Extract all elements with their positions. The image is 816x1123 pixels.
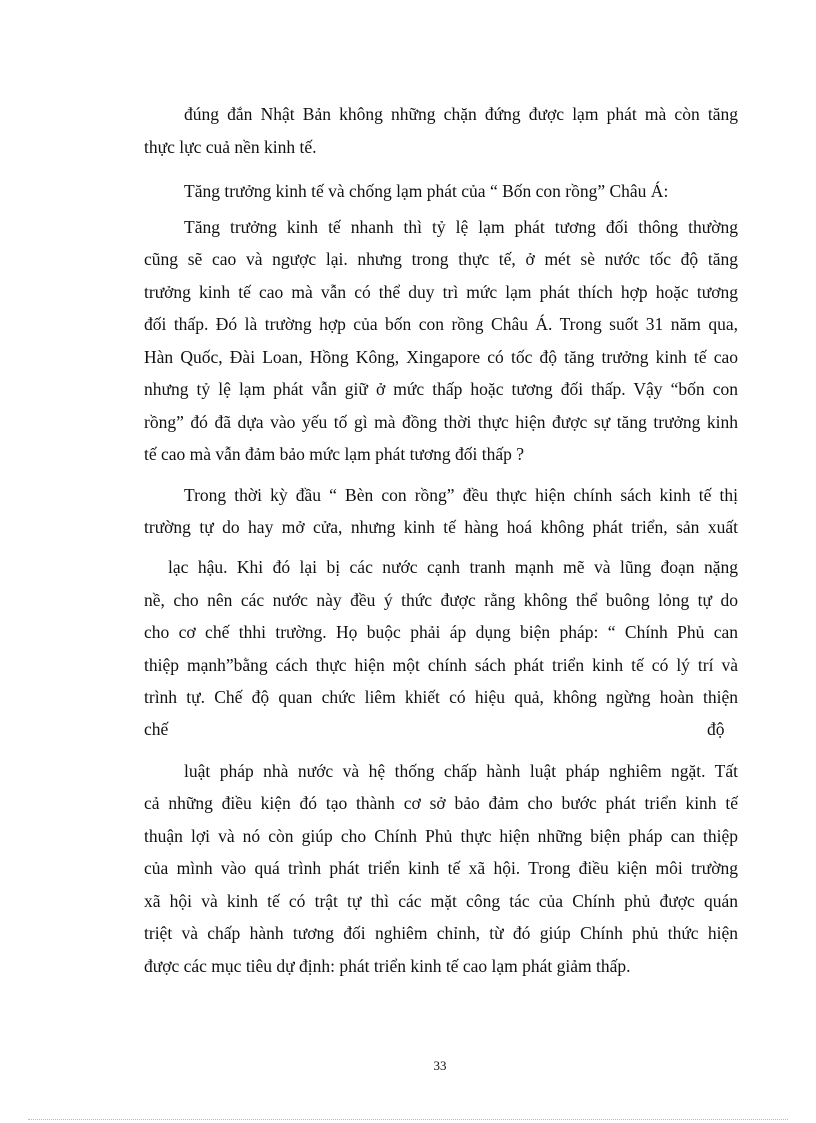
- text-line: thuận lợi và nó còn giúp cho Chính Phủ thực hiện những biện pháp can thiệp: [144, 826, 738, 846]
- text-line: luật pháp nhà nước và hệ thống chấp hành luật pháp nghiêm ngặt. Tất: [184, 761, 738, 781]
- text-line: trường tự do hay mở cửa, nhưng kinh tế hàng hoá không phát triển, sản xuất: [144, 517, 738, 537]
- text-line: nhưng tỷ lệ lạm phát vẫn giữ ở mức thấp hoặc tương đối thấp. Vậy “bốn con: [144, 379, 738, 399]
- text-line: thực lực cuả nền kinh tế.: [144, 137, 317, 157]
- text-line: được các mục tiêu dự định: phát triển kinh tế cao lạm phát giảm thấp.: [144, 956, 631, 976]
- text-line: tế cao mà vẫn đảm bảo mức lạm phát tương đối thấp ?: [144, 444, 525, 464]
- text-line: Tăng trưởng kinh tế nhanh thì tỷ lệ lạm phát tương đối thông thường: [184, 217, 738, 237]
- text-line: nề, cho nên các nước này đều ý thức được rằng không thể buông lỏng tự do: [144, 590, 738, 610]
- text-line: trình tự. Chế độ quan chức liêm khiết có hiệu quả, không ngừng hoàn thiện: [144, 687, 738, 707]
- text-line: đúng đắn Nhật Bản không những chặn đứng được lạm phát mà còn tăng: [184, 104, 738, 124]
- text-line: cho cơ chế thhi trường. Họ buộc phải áp dụng biện pháp: “ Chính Phủ can: [144, 622, 738, 642]
- text-line: độ: [707, 719, 725, 739]
- text-line: triệt và chấp hành tương đối nghiêm chỉnh, từ đó giúp Chính phủ thức hiện: [144, 923, 738, 943]
- text-line: chế: [144, 719, 169, 739]
- subheading-line: Tăng trưởng kinh tế và chống lạm phát của “ Bốn con rồng” Châu Á:: [184, 181, 669, 201]
- text-line: trưởng kinh tế cao mà vẫn có thể duy trì mức lạm phát thích hợp hoặc tương: [144, 282, 738, 302]
- text-line: thiệp mạnh”bằng cách thực hiện một chính sách phát triển kinh tế có lý trí và: [144, 655, 738, 675]
- text-line: lạc hậu. Khi đó lại bị các nước cạnh tranh mạnh mẽ và lũng đoạn nặng: [168, 557, 738, 577]
- text-line: cả những điều kiện đó tạo thành cơ sở bảo đảm cho bước phát triển kinh tế: [144, 793, 738, 813]
- text-line: rồng” đó đã dựa vào yếu tố gì mà đồng thời thực hiện được sự tăng trưởng kinh: [144, 412, 738, 432]
- page-number: 33: [433, 1058, 447, 1073]
- text-line: đối thấp. Đó là trường hợp của bốn con rồng Châu Á. Trong suốt 31 năm qua,: [144, 314, 738, 334]
- text-line: Trong thời kỳ đầu “ Bèn con rồng” đều thực hiện chính sách kinh tế thị: [184, 485, 738, 505]
- text-line: Hàn Quốc, Đài Loan, Hồng Kông, Xingapore có tốc độ tăng trưởng kinh tế cao: [144, 347, 738, 367]
- text-line: cũng sẽ cao và ngược lại. nhưng trong thực tế, ở mét sè nước tốc độ tăng: [144, 249, 738, 269]
- text-line: xã hội và kinh tế có trật tự thì các mặt công tác của Chính phủ được quán: [144, 891, 738, 911]
- text-line: của mình vào quá trình phát triển kinh tế xã hội. Trong điều kiện môi trường: [144, 858, 738, 878]
- page-bottom-divider: [28, 1119, 788, 1120]
